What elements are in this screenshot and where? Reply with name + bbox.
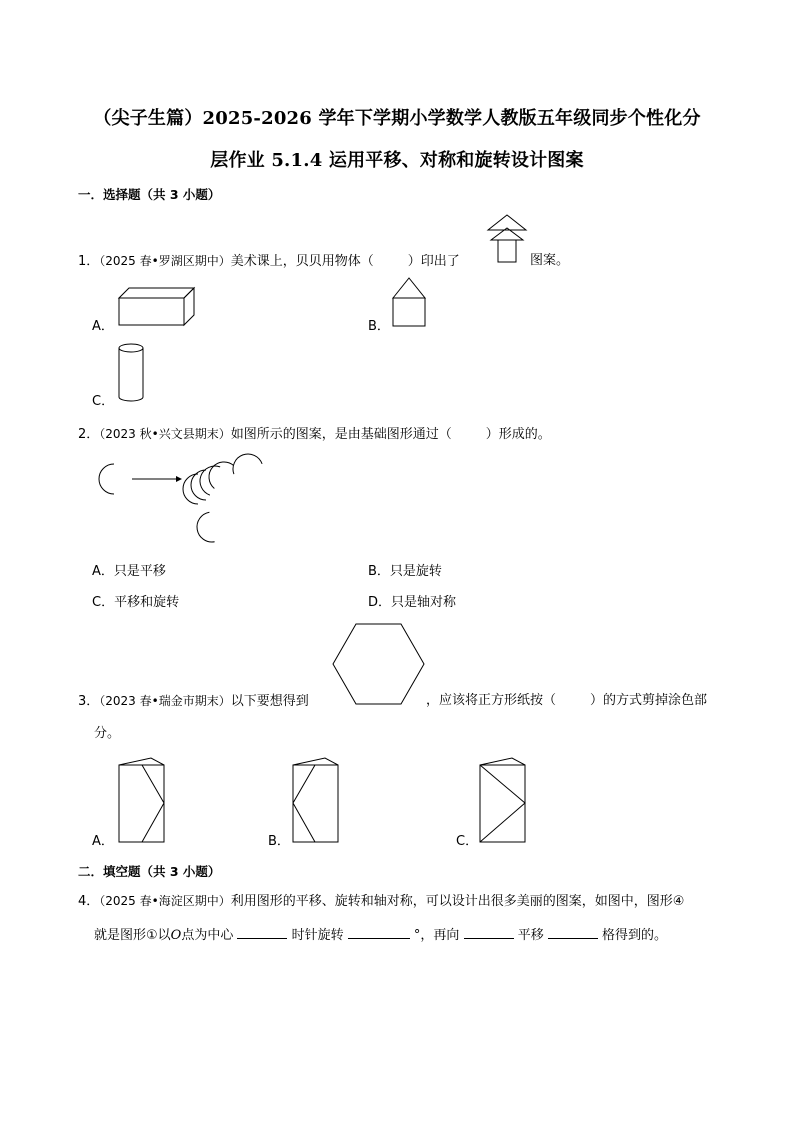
blank-translate-direction-input[interactable] xyxy=(464,924,514,939)
section-fill-header: 二．填空题（共 3 小题） xyxy=(78,864,221,879)
blank-angle-input[interactable] xyxy=(348,924,410,939)
question-source: （2023 春•瑞金市期末） xyxy=(99,694,231,708)
question-4-text-line2 xyxy=(94,924,667,946)
q2-option-b[interactable]: B．只是旋转 xyxy=(368,564,442,579)
question-1-text xyxy=(78,251,460,272)
stamped-house-pattern-figure xyxy=(484,213,530,265)
question-stem: 以下要想得到 xyxy=(230,694,309,709)
question-stem-seg7: 格得到的。 xyxy=(602,928,668,943)
question-stem-end: ）的方式剪掉涂色部 xyxy=(590,693,708,708)
question-stem-seg4: ° xyxy=(413,928,421,943)
question-stem: 如图所示的图案，是由基础图形通过（ xyxy=(230,427,452,442)
point-o-label: O xyxy=(170,928,182,943)
q2-option-d[interactable]: D．只是轴对称 xyxy=(368,595,457,610)
q1-option-c-label[interactable]: C． xyxy=(92,394,115,409)
folded-paper-c-figure xyxy=(478,756,528,846)
hexagon-figure xyxy=(331,622,427,706)
question-stem-cont: ）印出了 xyxy=(407,254,460,269)
question-3-text xyxy=(78,691,309,712)
question-stem-seg3: 时针旋转 xyxy=(291,928,344,943)
q2-option-a[interactable]: A．只是平移 xyxy=(92,564,166,579)
q2-option-c[interactable]: C．平移和旋转 xyxy=(92,595,180,610)
question-source: （2025 春•海淀区期中） xyxy=(99,894,231,908)
question-number: 1． xyxy=(78,254,100,269)
question-source: （2025 春•罗湖区期中） xyxy=(99,254,231,268)
question-number: 2． xyxy=(78,427,100,442)
q1-option-a-label[interactable]: A． xyxy=(92,319,114,334)
question-4-text xyxy=(78,891,684,912)
question-stem-seg6: 平移 xyxy=(517,928,544,943)
blank-translate-steps-input[interactable] xyxy=(548,924,598,939)
question-1-text-end: 图案。 xyxy=(530,253,570,268)
question-source: （2023 秋•兴文县期末） xyxy=(99,427,231,441)
question-stem: 利用图形的平移、旋转和轴对称，可以设计出很多美丽的图案，如图中，图形④ xyxy=(230,894,685,909)
folded-paper-a-figure xyxy=(117,756,167,846)
section-choice-header: 一．选择题（共 3 小题） xyxy=(78,187,221,202)
q1-option-b-label[interactable]: B． xyxy=(368,319,390,334)
crescent-pattern-figure xyxy=(94,454,274,548)
question-stem-cont: ，应该将正方形纸按（ xyxy=(426,693,557,708)
folded-paper-b-figure xyxy=(291,756,341,846)
cylinder-figure xyxy=(116,342,148,404)
question-3-text-cont xyxy=(426,691,707,711)
q3-option-b-label[interactable]: B． xyxy=(268,834,290,849)
blank-direction-input[interactable] xyxy=(237,924,287,939)
question-stem-cont: ）形成的。 xyxy=(485,427,551,442)
question-stem-seg2: 点为中心 xyxy=(181,928,234,943)
question-3-text-line2: 分。 xyxy=(94,726,121,741)
title-line-1: （尖子生篇）2025-2026 学年下学期小学数学人教版五年级同步个性化分 xyxy=(93,108,701,129)
q3-option-a-label[interactable]: A． xyxy=(92,834,114,849)
cuboid-figure xyxy=(117,286,197,328)
question-number: 3． xyxy=(78,694,100,709)
question-2-text xyxy=(78,424,551,445)
question-number: 4． xyxy=(78,894,100,909)
house-shape-figure xyxy=(391,276,427,328)
title-line-2: 层作业 5.1.4 运用平移、对称和旋转设计图案 xyxy=(210,150,584,171)
question-stem-seg1: 就是图形①以 xyxy=(94,928,171,943)
question-stem-seg5: ，再向 xyxy=(420,928,460,943)
question-stem: 美术课上，贝贝用物体（ xyxy=(230,254,374,269)
q3-option-c-label[interactable]: C． xyxy=(456,834,479,849)
